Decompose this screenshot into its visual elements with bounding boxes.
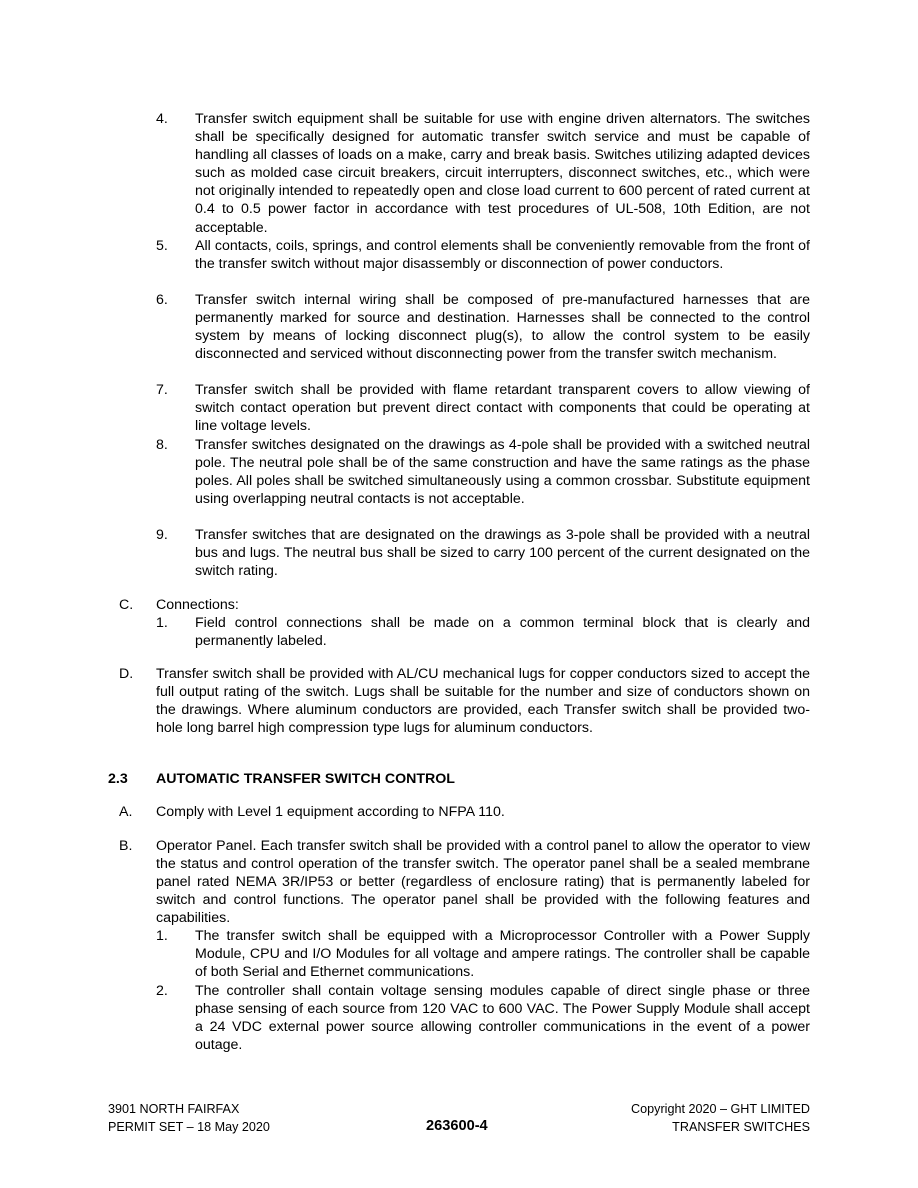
item-text: Transfer switches that are designated on the drawings as 3-pole shall be provided with a neutral bus and lugs. The neutral bus shall be sized to carry 100 percent of the current designated on the switch rating. [195,527,810,580]
paragraph-text: Connections: [156,597,239,613]
item-number: 6. [156,292,168,308]
paragraph-letter: B. [119,838,133,854]
paragraph-letter: C. [119,597,134,613]
item-number: 5. [156,238,168,254]
footer-project-name: 3901 NORTH FAIRFAX [108,1102,240,1116]
section-number: 2.3 [108,771,128,787]
footer-copyright: Copyright 2020 – GHT LIMITED [631,1102,810,1116]
item-text: Field control connections shall be made on a common terminal block that is clearly and permanently labeled. [195,615,810,650]
section-title: AUTOMATIC TRANSFER SWITCH CONTROL [156,771,455,787]
paragraph-letter: A. [119,804,133,820]
paragraph-text: Comply with Level 1 equipment according to NFPA 110. [156,804,505,820]
item-number: 8. [156,437,168,453]
item-number: 9. [156,527,168,543]
paragraph-letter: D. [119,666,134,682]
item-number: 4. [156,111,168,127]
item-text: Transfer switches designated on the drawings as 4-pole shall be provided with a switched neutral pole. The neutral pole shall be of the same construction and have the same ratings as the phase poles. All poles shall be switched simultaneously using a common crossbar. Substitute equipment using overlapping neutral contacts is not acceptable. [195,437,810,508]
item-text: The transfer switch shall be equipped with a Microprocessor Controller with a Power Supply Module, CPU and I/O Modules for all voltage and ampere ratings. The controller shall be capable of both Serial and Ethernet communications. [195,928,810,981]
footer-section-title: TRANSFER SWITCHES [672,1120,810,1134]
paragraph-text: Operator Panel. Each transfer switch shall be provided with a control panel to allow the operator to view the status and control operation of the transfer switch. The operator panel shall be a sealed membrane panel rated NEMA 3R/IP53 or better (regardless of enclosure rating) that is permanently labeled for switch and control functions. The operator panel shall be provided with the following features and capabilities. [156,838,810,927]
item-text: All contacts, coils, springs, and control elements shall be conveniently removable from the front of the transfer switch without major disassembly or disconnection of power conductors. [195,238,810,273]
item-number: 7. [156,382,168,398]
item-number: 2. [156,983,168,999]
paragraph-text: Transfer switch shall be provided with AL/CU mechanical lugs for copper conductors sized to accept the full output rating of the switch. Lugs shall be suitable for the number and size of conductors shown on the drawings. Where aluminum conductors are provided, each Transfer switch shall be provided two-hole long barrel high compression type lugs for aluminum conductors. [156,666,810,737]
footer-page-number: 263600-4 [426,1118,488,1134]
item-number: 1. [156,928,168,944]
item-text: Transfer switch equipment shall be suitable for use with engine driven alternators. The switches shall be specifically designed for automatic transfer switch service and must be capable of handling all classes of loads on a make, carry and break basis. Switches utilizing adapted devices such as molded case circuit breakers, circuit interrupters, disconnect switches, etc., which were not originally intended to repeatedly open and close load current to 600 percent of rated current at 0.4 to 0.5 power factor in accordance with test procedures of UL-508, 10th Edition, are not acceptable. [195,111,810,236]
item-text: Transfer switch shall be provided with flame retardant transparent covers to allow viewing of switch contact operation but prevent direct contact with components that could be operating at line voltage levels. [195,382,810,435]
item-text: The controller shall contain voltage sensing modules capable of direct single phase or three phase sensing of each source from 120 VAC to 600 VAC. The Power Supply Module shall accept a 24 VDC external power source allowing controller communications in the event of a power outage. [195,983,810,1054]
item-number: 1. [156,615,168,631]
item-text: Transfer switch internal wiring shall be composed of pre-manufactured harnesses that are permanently marked for source and destination. Harnesses shall be connected to the control system by means of locking disconnect plug(s), to allow the control system to be easily disconnected and serviced without disconnecting power from the transfer switch mechanism. [195,292,810,363]
footer-permit-set: PERMIT SET – 18 May 2020 [108,1120,270,1134]
